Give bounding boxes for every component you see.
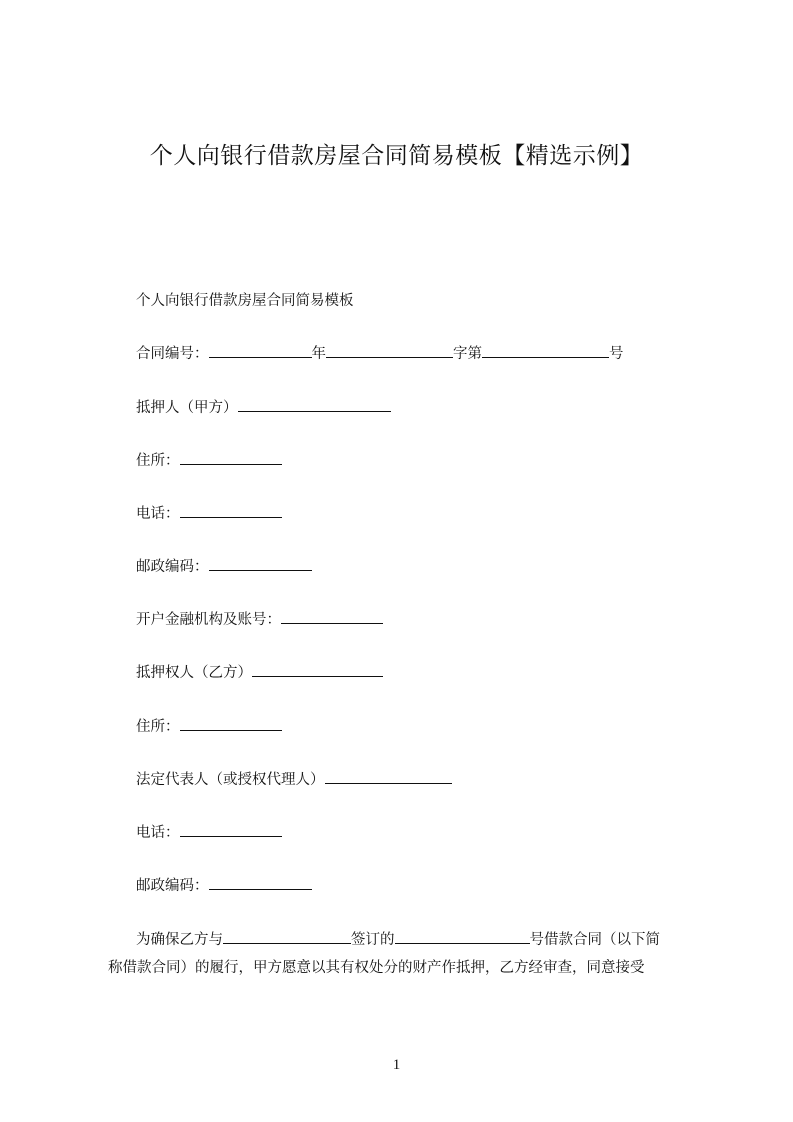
- mortgagor-postal-blank[interactable]: [209, 556, 312, 571]
- paragraph-line-1: [108, 929, 688, 951]
- paragraph-line-2: 称借款合同）的履行，甲方愿意以其有权处分的财产作抵押，乙方经审查，同意接受: [108, 960, 645, 976]
- representative-line: [136, 769, 452, 791]
- mortgagor-line: [136, 397, 391, 419]
- mortgagee-postal-blank[interactable]: [209, 875, 312, 890]
- contract-hao-label: 号: [609, 346, 624, 362]
- representative-blank[interactable]: [325, 769, 452, 784]
- mortgagor-phone-line: [136, 503, 282, 525]
- page-number: 1: [392, 1057, 401, 1073]
- mortgagor-address-line: [136, 450, 282, 472]
- mortgagee-label: 抵押权人（乙方）: [136, 665, 252, 681]
- mortgagee-phone-line: [136, 822, 282, 844]
- mortgagee-address-label: 住所：: [136, 719, 180, 735]
- mortgagee-address-blank[interactable]: [180, 716, 282, 731]
- mortgagor-postal-label: 邮政编码：: [136, 559, 209, 575]
- mortgagee-phone-label: 电话：: [136, 825, 180, 841]
- mortgagor-bank-blank[interactable]: [281, 609, 383, 624]
- representative-label: 法定代表人（或授权代理人）: [136, 772, 325, 788]
- mortgagor-bank-label: 开户金融机构及账号：: [136, 612, 281, 628]
- subtitle: 个人向银行借款房屋合同简易模板: [136, 293, 354, 309]
- paragraph-part-3: 号借款合同（以下简: [529, 932, 660, 948]
- contract-zi-di-label: 字第: [453, 346, 482, 362]
- mortgagee-postal-line: [136, 875, 312, 897]
- mortgagee-address-line: [136, 716, 282, 738]
- mortgagor-address-label: 住所：: [136, 453, 180, 469]
- mortgagee-blank[interactable]: [252, 662, 383, 677]
- mortgagee-line: [136, 662, 383, 684]
- mortgagor-label: 抵押人（甲方）: [136, 400, 238, 416]
- mortgagee-phone-blank[interactable]: [180, 822, 282, 837]
- contract-number-blank-3[interactable]: [482, 343, 609, 358]
- mortgagor-blank[interactable]: [238, 397, 391, 412]
- mortgagor-postal-line: [136, 556, 312, 578]
- mortgagee-postal-label: 邮政编码：: [136, 878, 209, 894]
- paragraph-blank-2[interactable]: [395, 929, 530, 944]
- mortgagor-phone-blank[interactable]: [180, 503, 282, 518]
- mortgagor-bank-line: [136, 609, 383, 631]
- paragraph-part-1: 为确保乙方与: [136, 932, 223, 948]
- contract-number-blank-1[interactable]: [209, 343, 312, 358]
- document-title: 个人向银行借款房屋合同简易模板【精选示例】: [149, 143, 644, 169]
- paragraph-part-2: 签订的: [351, 932, 395, 948]
- mortgagor-address-blank[interactable]: [180, 450, 282, 465]
- paragraph-blank-1[interactable]: [223, 929, 351, 944]
- contract-number-label: 合同编号：: [136, 346, 209, 362]
- contract-number-blank-2[interactable]: [326, 343, 453, 358]
- contract-number-line: [136, 343, 624, 365]
- contract-year-label: 年: [311, 346, 326, 362]
- mortgagor-phone-label: 电话：: [136, 506, 180, 522]
